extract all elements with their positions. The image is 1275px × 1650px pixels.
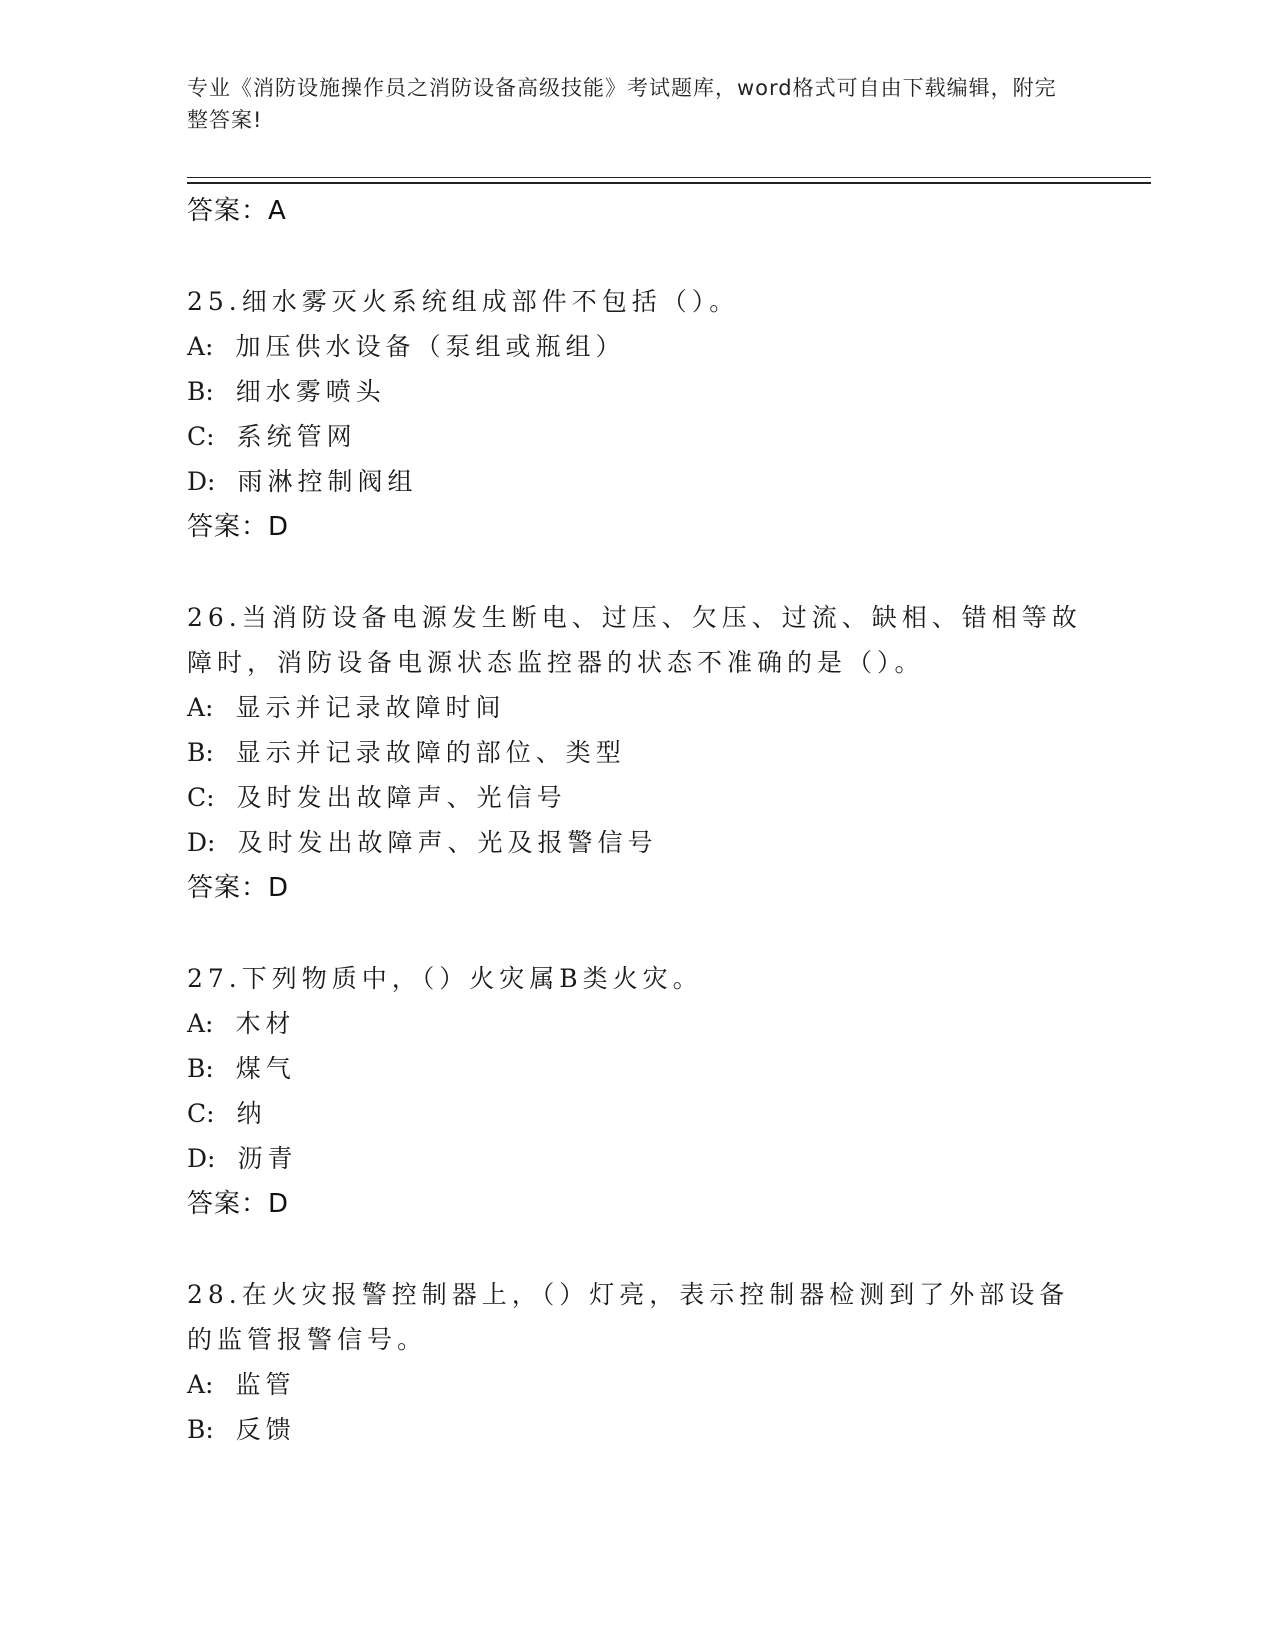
option-c (187, 775, 1087, 820)
answer-value: D (268, 1189, 289, 1219)
option-text: 监管 (235, 1370, 296, 1399)
option-b (187, 1046, 1087, 1091)
answer-label: 答案： (187, 196, 269, 226)
option-letter: B: (187, 1415, 214, 1444)
answer-line (187, 1181, 1087, 1227)
option-letter: B: (187, 377, 214, 406)
option-letter: D: (187, 467, 216, 496)
answer-line (187, 188, 1087, 234)
spacer (187, 1227, 1087, 1272)
answer-value: D (268, 873, 289, 903)
option-a (187, 1362, 1087, 1407)
option-text: 反馈 (235, 1415, 296, 1444)
question-26 (187, 595, 1087, 911)
option-letter: C: (187, 1099, 215, 1128)
option-letter: A: (187, 1009, 214, 1038)
answer-label: 答案： (187, 873, 269, 903)
option-text: 木材 (235, 1009, 296, 1038)
answer-value: A (268, 196, 286, 226)
option-text: 及时发出故障声、光信号 (236, 783, 567, 812)
option-a (187, 324, 1087, 369)
option-letter: B: (187, 1054, 214, 1083)
option-letter: D: (187, 828, 216, 857)
option-text: 纳 (236, 1099, 267, 1128)
option-letter: B: (187, 738, 214, 767)
spacer (187, 911, 1087, 956)
answer-value: D (268, 512, 289, 542)
question-text: 28.在火灾报警控制器上，（）灯亮，表示控制器检测到了外部设备的监管报警信号。 (187, 1280, 1070, 1354)
option-letter: D: (187, 1144, 216, 1173)
question-25 (187, 279, 1087, 550)
option-text: 细水雾喷头 (235, 377, 386, 406)
option-c (187, 1091, 1087, 1136)
option-text: 加压供水设备（泵组或瓶组） (235, 332, 626, 361)
option-d (187, 1136, 1087, 1181)
option-d (187, 459, 1087, 504)
question-list (187, 188, 1087, 1452)
option-text: 显示并记录故障时间 (235, 693, 506, 722)
answer-label: 答案： (187, 1189, 269, 1219)
option-a (187, 685, 1087, 730)
option-text: 显示并记录故障的部位、类型 (235, 738, 626, 767)
option-b (187, 1407, 1087, 1452)
option-letter: C: (187, 422, 215, 451)
question-text: 27.下列物质中，（）火灾属B类火灾。 (187, 964, 703, 993)
document-header-intro: 专业《消防设施操作员之消防设备高级技能》考试题库，word格式可自由下载编辑，附完整答案! (187, 76, 1057, 132)
header-divider-thick (187, 182, 1151, 184)
option-d (187, 820, 1087, 865)
answer-line (187, 504, 1087, 550)
option-b (187, 369, 1087, 414)
option-a (187, 1001, 1087, 1046)
option-text: 系统管网 (236, 422, 357, 451)
question-28 (187, 1272, 1087, 1452)
option-text: 煤气 (235, 1054, 296, 1083)
option-text: 及时发出故障声、光及报警信号 (237, 828, 658, 857)
option-letter: A: (187, 332, 214, 361)
option-letter: A: (187, 1370, 214, 1399)
question-text: 26.当消防设备电源发生断电、过压、欠压、过流、缺相、错相等故障时，消防设备电源状态监控器的状态不准确的是（）。 (187, 603, 1082, 677)
answer-line (187, 865, 1087, 911)
option-letter: A: (187, 693, 214, 722)
option-c (187, 414, 1087, 459)
option-text: 雨淋控制阀组 (237, 467, 418, 496)
option-letter: C: (187, 783, 215, 812)
question-text: 25.细水雾灭火系统组成部件不包括（）。 (187, 287, 740, 316)
question-27 (187, 956, 1087, 1227)
option-b (187, 730, 1087, 775)
spacer (187, 234, 1087, 279)
spacer (187, 550, 1087, 595)
header-divider-thin (187, 177, 1151, 178)
answer-label: 答案： (187, 512, 269, 542)
option-text: 沥青 (237, 1144, 298, 1173)
